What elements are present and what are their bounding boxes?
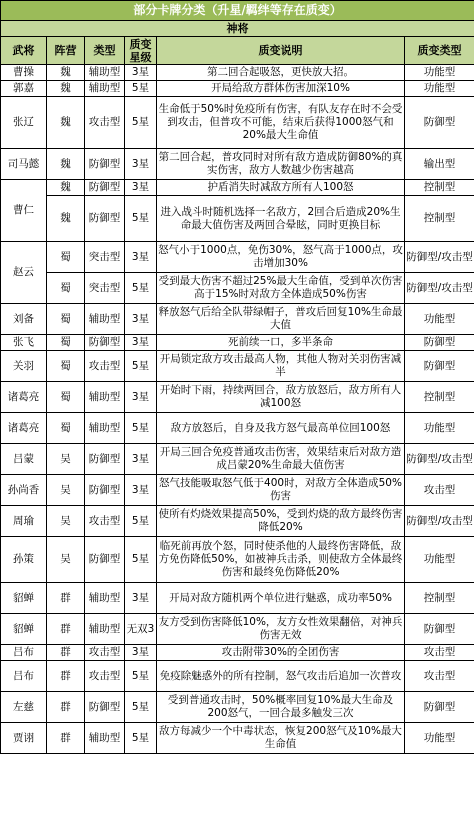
quality-type-cell: 控制型: [405, 196, 474, 242]
hero-name-cell: 左慈: [1, 692, 47, 723]
quality-type-cell: 功能型: [405, 304, 474, 335]
hero-name-cell: 郭嘉: [1, 81, 47, 97]
type-cell: 突击型: [85, 273, 125, 304]
hero-name-cell: 贾诩: [1, 723, 47, 754]
hero-name-cell: 曹仁: [1, 180, 47, 242]
camp-cell: 魏: [47, 65, 85, 81]
star-cell: 5星: [125, 692, 157, 723]
description-cell: 第二回合起吸怒，更快放大招。: [157, 65, 405, 81]
quality-type-cell: 防御型/攻击型: [405, 242, 474, 273]
star-cell: 3星: [125, 180, 157, 196]
hero-name-cell: 诸葛亮: [1, 413, 47, 444]
type-cell: 防御型: [85, 196, 125, 242]
type-cell: 辅助型: [85, 614, 125, 645]
hero-name-cell: 孙策: [1, 537, 47, 583]
table-row: [1, 81, 474, 97]
table-row: [1, 475, 474, 506]
star-cell: 3星: [125, 335, 157, 351]
hero-name-cell: 曹操: [1, 65, 47, 81]
description-cell: 敌方放怒后，自身及我方怒气最高单位回100怒: [157, 413, 405, 444]
table-title: 部分卡牌分类（升星/羁绊等存在质变）: [1, 1, 474, 21]
description-cell: 受到最大伤害不超过25%最大生命值，受到单次伤害高于15%时对敌方全体造成50%伤害: [157, 273, 405, 304]
table-row: [1, 196, 474, 242]
header-qtype: 质变类型: [405, 37, 474, 65]
star-cell: 5星: [125, 81, 157, 97]
quality-type-cell: 防御型: [405, 692, 474, 723]
quality-type-cell: 防御型/攻击型: [405, 506, 474, 537]
table-row: [1, 614, 474, 645]
table-row: [1, 180, 474, 196]
description-cell: 友方受到伤害降低10%，友方女性效果翻倍，对神兵伤害无效: [157, 614, 405, 645]
type-cell: 辅助型: [85, 65, 125, 81]
table-row: [1, 242, 474, 273]
type-cell: 辅助型: [85, 304, 125, 335]
quality-type-cell: 功能型: [405, 413, 474, 444]
hero-name-cell: 吕布: [1, 661, 47, 692]
header-desc: 质变说明: [157, 37, 405, 65]
description-cell: 攻击附带30%的全团伤害: [157, 645, 405, 661]
description-cell: 死前续一口，多半条命: [157, 335, 405, 351]
header-type: 类型: [85, 37, 125, 65]
hero-name-cell: 诸葛亮: [1, 382, 47, 413]
description-cell: 敌方每减少一个中毒状态，恢复200怒气及10%最大生命值: [157, 723, 405, 754]
star-cell: 5星: [125, 661, 157, 692]
type-cell: 攻击型: [85, 506, 125, 537]
description-cell: 开局对敌方随机两个单位进行魅惑，成功率50%: [157, 583, 405, 614]
camp-cell: 吴: [47, 506, 85, 537]
hero-name-cell: 赵云: [1, 242, 47, 304]
table-row: [1, 506, 474, 537]
description-cell: 开局三回合免疫普通攻击伤害，效果结束后对敌方造成吕蒙20%生命最大值伤害: [157, 444, 405, 475]
hero-name-cell: 吕布: [1, 645, 47, 661]
camp-cell: 吴: [47, 475, 85, 506]
star-cell: 3星: [125, 65, 157, 81]
table-row: [1, 583, 474, 614]
type-cell: 防御型: [85, 475, 125, 506]
table-row: [1, 645, 474, 661]
hero-name-cell: 张飞: [1, 335, 47, 351]
description-cell: 护盾消失时减敌方所有人100怒: [157, 180, 405, 196]
quality-type-cell: 控制型: [405, 583, 474, 614]
hero-name-cell: 周瑜: [1, 506, 47, 537]
quality-type-cell: 攻击型: [405, 475, 474, 506]
star-cell: 3星: [125, 475, 157, 506]
hero-name-cell: 孙尚香: [1, 475, 47, 506]
star-cell: 3星: [125, 645, 157, 661]
camp-cell: 群: [47, 692, 85, 723]
quality-type-cell: 防御型/攻击型: [405, 444, 474, 475]
star-cell: 5星: [125, 537, 157, 583]
description-cell: 使所有灼烧效果提高50%，受到灼烧的敌方最终伤害降低20%: [157, 506, 405, 537]
quality-type-cell: 控制型: [405, 382, 474, 413]
description-cell: 第二回合起，普攻同时对所有敌方造成防御80%的真实伤害，敌方人数越少伤害越高: [157, 149, 405, 180]
star-cell: 5星: [125, 506, 157, 537]
table-row: [1, 382, 474, 413]
star-cell: 5星: [125, 413, 157, 444]
table-row: [1, 273, 474, 304]
star-cell: 5星: [125, 196, 157, 242]
type-cell: 攻击型: [85, 97, 125, 149]
camp-cell: 吴: [47, 537, 85, 583]
type-cell: 辅助型: [85, 723, 125, 754]
type-cell: 辅助型: [85, 382, 125, 413]
hero-name-cell: 吕蒙: [1, 444, 47, 475]
quality-type-cell: 功能型: [405, 723, 474, 754]
type-cell: 防御型: [85, 335, 125, 351]
type-cell: 辅助型: [85, 81, 125, 97]
hero-name-cell: 刘备: [1, 304, 47, 335]
hero-name-cell: 关羽: [1, 351, 47, 382]
quality-type-cell: 输出型: [405, 149, 474, 180]
type-cell: 防御型: [85, 692, 125, 723]
header-star: 质变星级: [125, 37, 157, 65]
camp-cell: 蜀: [47, 273, 85, 304]
star-cell: 无双3: [125, 614, 157, 645]
table-row: [1, 335, 474, 351]
table-row: [1, 723, 474, 754]
type-cell: 攻击型: [85, 351, 125, 382]
quality-type-cell: 防御型/攻击型: [405, 273, 474, 304]
quality-type-cell: 攻击型: [405, 661, 474, 692]
star-cell: 5星: [125, 273, 157, 304]
table-row: [1, 537, 474, 583]
description-cell: 免疫除魅惑外的所有控制，怒气攻击后追加一次普攻: [157, 661, 405, 692]
quality-type-cell: 攻击型: [405, 645, 474, 661]
type-cell: 突击型: [85, 242, 125, 273]
description-cell: 怒气技能吸取怒气低于400时，对敌方全体造成50%伤害: [157, 475, 405, 506]
camp-cell: 吴: [47, 444, 85, 475]
star-cell: 3星: [125, 242, 157, 273]
camp-cell: 魏: [47, 180, 85, 196]
camp-cell: 蜀: [47, 382, 85, 413]
star-cell: 3星: [125, 382, 157, 413]
description-cell: 开局锁定敌方攻击最高人物，其他人物对关羽伤害减半: [157, 351, 405, 382]
description-cell: 开始时下雨，持续两回合，敌方放怒后，敌方所有人减100怒: [157, 382, 405, 413]
table-row: [1, 413, 474, 444]
quality-type-cell: 防御型: [405, 351, 474, 382]
table-row: [1, 661, 474, 692]
description-cell: 受到普通攻击时，50%概率回复10%最大生命及200怒气，一回合最多触发三次: [157, 692, 405, 723]
table-row: [1, 65, 474, 81]
camp-cell: 群: [47, 661, 85, 692]
table-row: [1, 444, 474, 475]
description-cell: 怒气小于1000点，免伤30%，怒气高于1000点，攻击增加30%: [157, 242, 405, 273]
star-cell: 5星: [125, 723, 157, 754]
quality-type-cell: 功能型: [405, 537, 474, 583]
type-cell: 防御型: [85, 444, 125, 475]
table-row: [1, 351, 474, 382]
type-cell: 攻击型: [85, 661, 125, 692]
camp-cell: 群: [47, 645, 85, 661]
star-cell: 3星: [125, 583, 157, 614]
camp-cell: 魏: [47, 81, 85, 97]
type-cell: 辅助型: [85, 413, 125, 444]
camp-cell: 蜀: [47, 351, 85, 382]
star-cell: 5星: [125, 351, 157, 382]
quality-type-cell: 功能型: [405, 65, 474, 81]
star-cell: 5星: [125, 97, 157, 149]
hero-name-cell: 貂蝉: [1, 583, 47, 614]
star-cell: 3星: [125, 444, 157, 475]
camp-cell: 群: [47, 614, 85, 645]
star-cell: 3星: [125, 304, 157, 335]
camp-cell: 群: [47, 723, 85, 754]
quality-type-cell: 防御型: [405, 97, 474, 149]
type-cell: 攻击型: [85, 645, 125, 661]
description-cell: 释放怒气后给全队带绿帽子，普攻后回复10%生命最大值: [157, 304, 405, 335]
quality-type-cell: 控制型: [405, 180, 474, 196]
quality-type-cell: 功能型: [405, 81, 474, 97]
type-cell: 防御型: [85, 537, 125, 583]
type-cell: 防御型: [85, 180, 125, 196]
table-row: [1, 692, 474, 723]
camp-cell: 群: [47, 583, 85, 614]
table-row: [1, 97, 474, 149]
quality-type-cell: 防御型: [405, 335, 474, 351]
hero-name-cell: 司马懿: [1, 149, 47, 180]
camp-cell: 魏: [47, 149, 85, 180]
description-cell: 生命低于50%时免疫所有伤害，有队友存在时不会受到攻击，但普攻不可能，结束后获得1000怒气和20%最大生命值: [157, 97, 405, 149]
hero-name-cell: 张辽: [1, 97, 47, 149]
hero-name-cell: 貂蝉: [1, 614, 47, 645]
star-cell: 3星: [125, 149, 157, 180]
camp-cell: 蜀: [47, 242, 85, 273]
section-title: 神将: [1, 21, 474, 37]
quality-type-cell: 防御型: [405, 614, 474, 645]
description-cell: 临死前再放个怒，同时使杀他的人最终伤害降低，敌方免伤降低50%，如被神兵击杀，则使敌方全体最终伤害和最终免伤降低20%: [157, 537, 405, 583]
header-camp: 阵营: [47, 37, 85, 65]
table-row: [1, 304, 474, 335]
camp-cell: 魏: [47, 97, 85, 149]
description-cell: 开局给敌方群体伤害加深10%: [157, 81, 405, 97]
type-cell: 辅助型: [85, 583, 125, 614]
camp-cell: 蜀: [47, 413, 85, 444]
camp-cell: 蜀: [47, 304, 85, 335]
camp-cell: 魏: [47, 196, 85, 242]
camp-cell: 蜀: [47, 335, 85, 351]
table-row: [1, 149, 474, 180]
header-name: 武将: [1, 37, 47, 65]
type-cell: 防御型: [85, 149, 125, 180]
description-cell: 进入战斗时随机选择一名敌方，2回合后造成20%生命最大值伤害及两回合晕眩，同时更换目标: [157, 196, 405, 242]
